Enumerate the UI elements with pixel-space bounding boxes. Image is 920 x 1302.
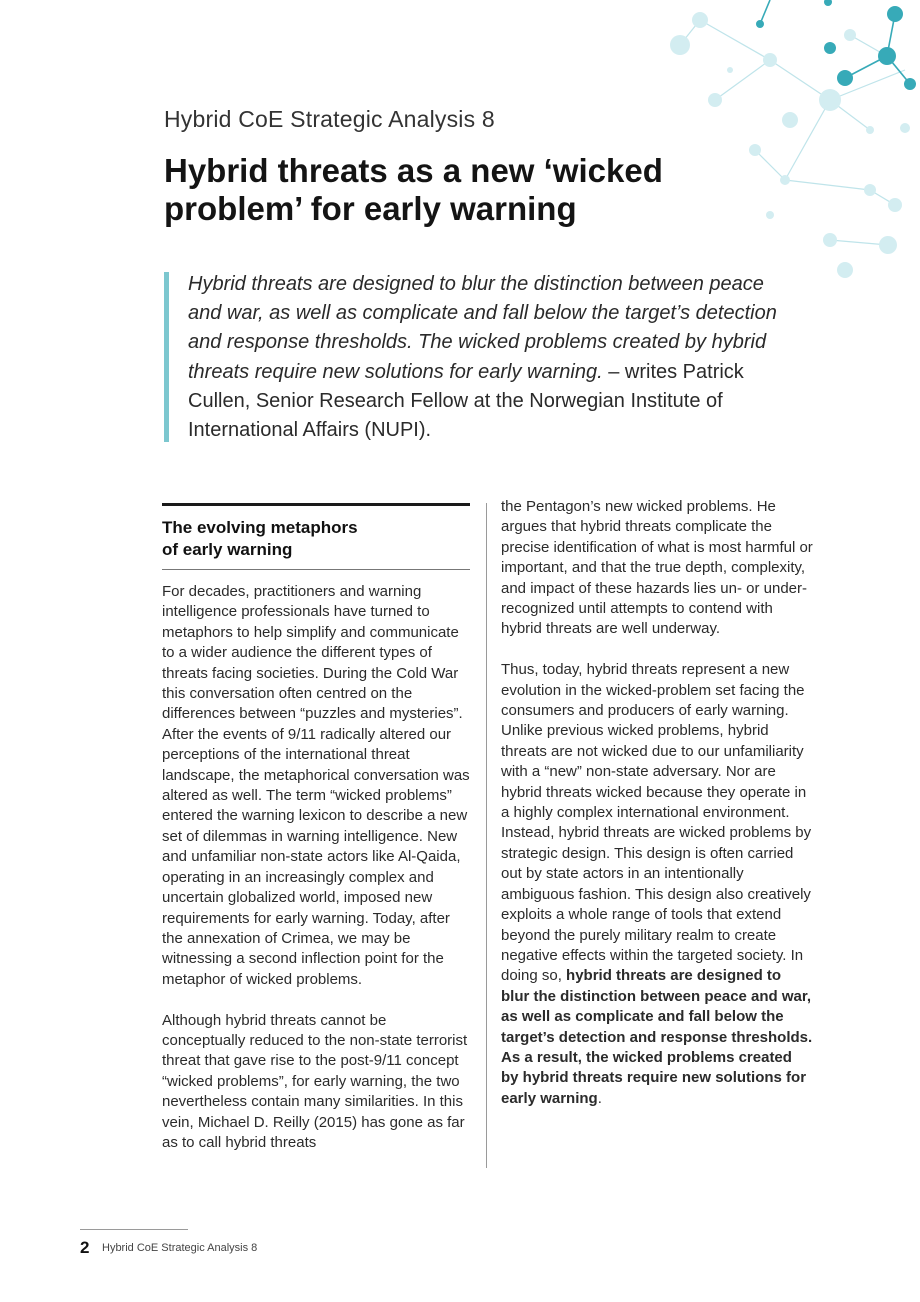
lead-quote (164, 270, 784, 445)
molecule-network-graphic (620, 0, 920, 300)
page-number: 2 (80, 1238, 90, 1257)
paragraph-end: . (597, 1089, 602, 1107)
column-divider (486, 503, 487, 1168)
lead-italic-text: Hybrid threats are designed to blur the distinction between peace and war, as well as complicate and fall below the target’s detection and response thresholds. The wicked problems created by hybrid threats require new solutions for early warning. (188, 273, 777, 383)
page-title: Hybrid threats as a new ‘wicked problem’ for early warning (164, 152, 663, 227)
section-heading-line-2: of early warning (162, 540, 293, 559)
paragraph: the Pentagon’s new wicked problems. He argues that hybrid threats complicate the precise identification of what is most harmful or important, and that the true depth, complexity, and impact of these hazards lies un- or under-recognized until attempts to contend with hybrid threats are well underway. (501, 498, 813, 638)
bold-key-finding: hybrid threats are designed to blur the distinction between peace and war, as well as complicate and fall below the target’s detection and response thresholds. As a result, the wicked problems created by hybrid threats require new solutions for early warning (501, 967, 813, 1107)
section-top-rule (162, 503, 470, 506)
left-column (162, 582, 470, 1153)
section-heading (162, 517, 358, 561)
section-heading-line-1: The evolving metaphors (162, 518, 358, 537)
footer-label: Hybrid CoE Strategic Analysis 8 (102, 1242, 258, 1254)
paragraph (501, 660, 813, 1109)
paragraph: For decades, practitioners and warning intelligence professionals have turned to metaphors to help simplify and communicate to a wider audience the different types of threats facing societies. During the Cold War this conversation often centred on the differences between “puzzles and mysteries”. After the events of 9/11 radically altered our perceptions of the international threat landscape, the metaphorical conversation was altered as well. The term “wicked problems” entered the warning lexicon to describe a new set of dilemmas in warning intelligence. New and unfamiliar non-state actors like Al-Qaida, operating in an increasingly complex and uncertain globalized world, imposed new requirements for early warning. Today, after the annexation of Crimea, we may be witnessing a second inflection point for the metaphor of wicked problems. (162, 583, 470, 988)
lead-attribution: – writes Patrick Cullen, Senior Research Fellow at the Norwegian Institute of International Affairs (NUPI). (188, 360, 744, 442)
paragraph: Although hybrid threats cannot be conceptually reduced to the non-state terrorist threat that gave rise to the post-9/11 concept “wicked problems”, for early warning, the two nevertheless contain many similarities. In this vein, Michael D. Reilly (2015) has gone as far as to call hybrid threats (162, 1011, 468, 1151)
section-bottom-rule (162, 569, 470, 570)
footer-rule (80, 1229, 188, 1230)
paragraph-text: Thus, today, hybrid threats represent a new evolution in the wicked-problem set facing the consumers and producers of early warning. Unlike previous wicked problems, hybrid threats are not wicked due to our unfamiliarity with a “new” non-state adversary. Nor are hybrid threats wicked because they operate in a highly complex international environment. Instead, hybrid threats are wicked problems by strategic design. This design is often carried out by state actors in an intentionally ambiguous fashion. This design also creatively exploits a whole range of tools that extend beyond the purely military realm to create negative effects within the targeted society. In doing so, (501, 661, 812, 985)
quote-accent-bar (164, 272, 169, 442)
lead-text (188, 270, 784, 445)
series-label: Hybrid CoE Strategic Analysis 8 (164, 106, 495, 132)
right-column (501, 497, 813, 1109)
